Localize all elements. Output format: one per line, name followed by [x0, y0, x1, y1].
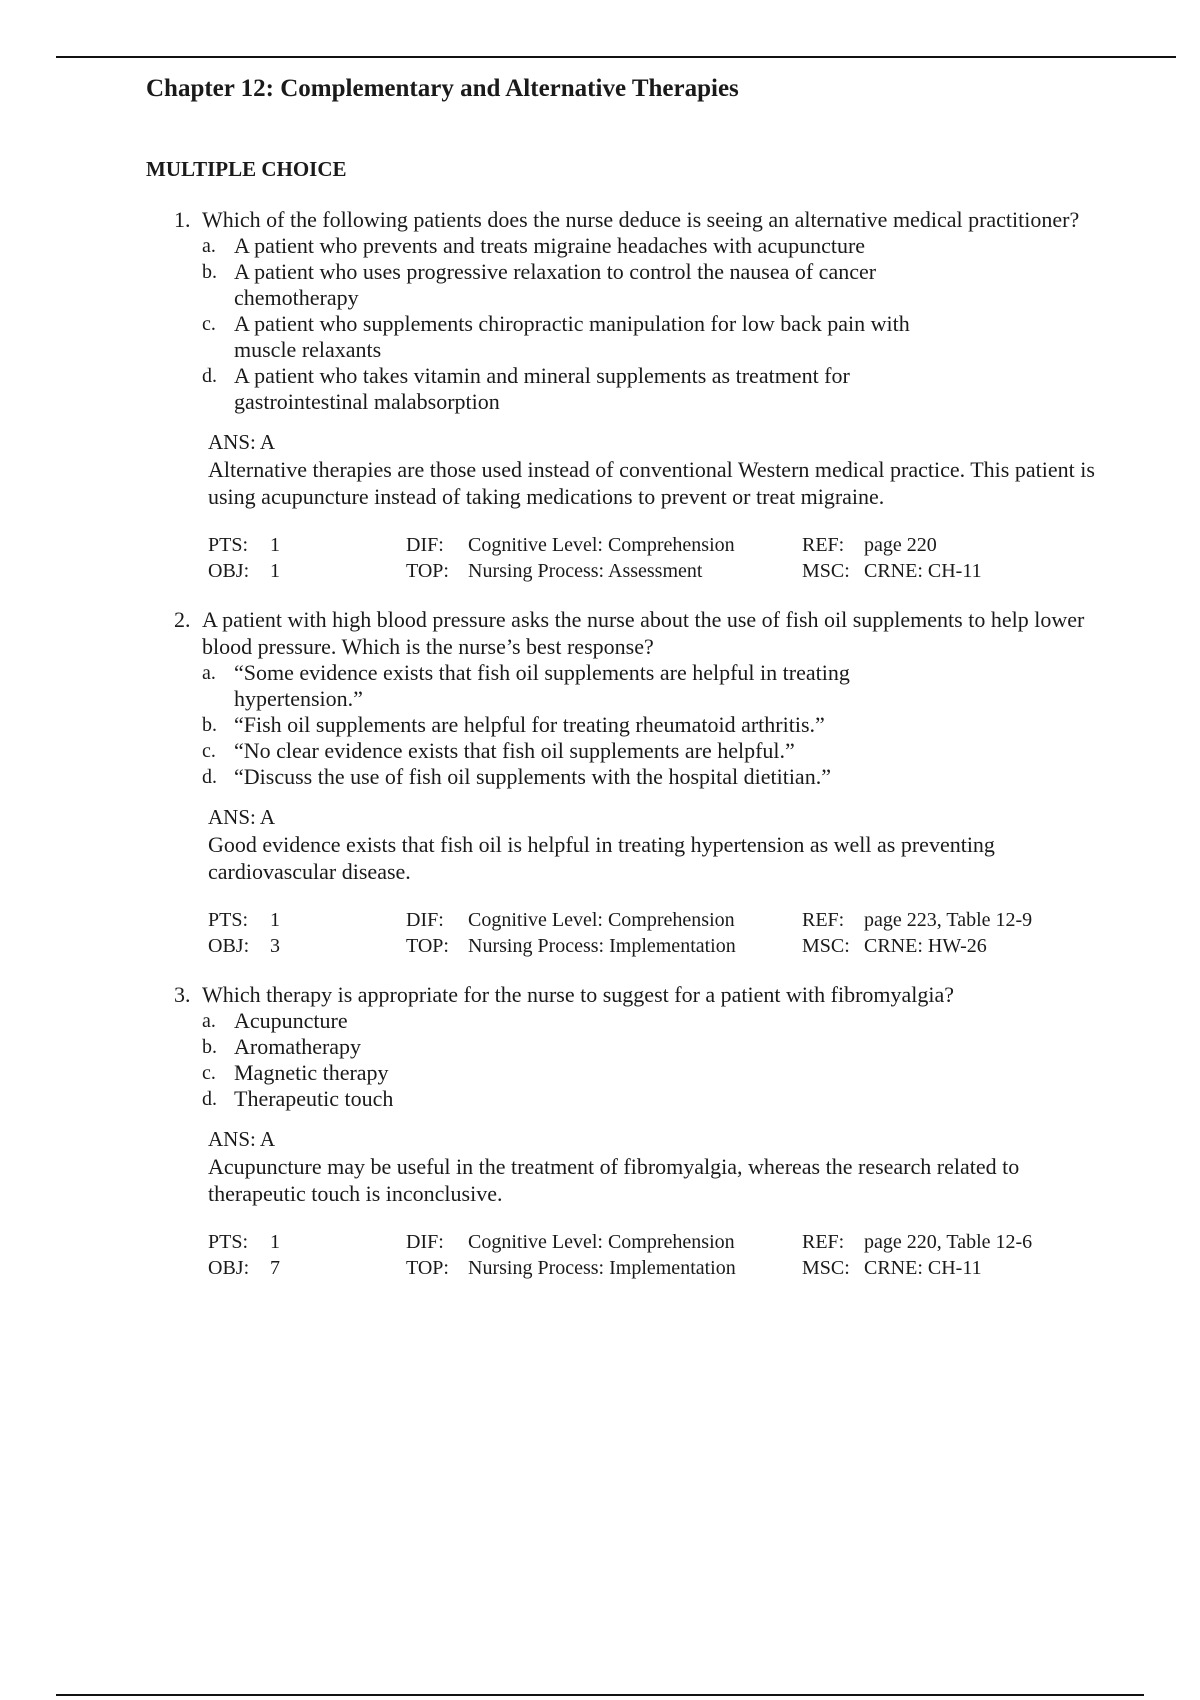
meta-top: TOP: Nursing Process: Assessment [406, 560, 703, 582]
choice-letter: a. [202, 1010, 216, 1032]
choice-letter: d. [202, 365, 217, 387]
choice-letter: c. [202, 313, 216, 335]
choice-text: “No clear evidence exists that fish oil supplements are helpful.” [234, 738, 795, 763]
choice-letter: b. [202, 261, 217, 283]
rationale: Acupuncture may be useful in the treatment of fibromyalgia, whereas the research related to therapeutic touch is inconclusive. [208, 1154, 1020, 1206]
meta-ref: REF: page 220, Table 12-6 [802, 1231, 1033, 1253]
meta-pts: PTS: 1 [208, 1231, 280, 1253]
answer-key: ANS: A [208, 1127, 276, 1151]
question-text: Which therapy is appropriate for the nurse to suggest for a patient with fibromyalgia? [202, 982, 955, 1007]
meta-dif: DIF: Cognitive Level: Comprehension [406, 909, 735, 931]
choice-a [146, 1008, 1146, 1034]
metadata-grid [208, 1229, 1146, 1281]
meta-ref: REF: page 220 [802, 534, 937, 556]
question-text: A patient with high blood pressure asks the nurse about the use of fish oil supplements to help lower blood pressure. Which is the nurse’s best response? [202, 607, 1085, 659]
answer-block [208, 804, 1108, 885]
choice-text: “Fish oil supplements are helpful for treating rheumatoid arthritis.” [234, 712, 825, 737]
choice-letter: c. [202, 740, 216, 762]
choice-b [146, 712, 1146, 738]
choice-text: Magnetic therapy [234, 1060, 389, 1085]
answer-block [208, 1126, 1108, 1207]
choice-text: Therapeutic touch [234, 1086, 394, 1111]
choice-d [146, 363, 1146, 415]
choice-list [146, 1008, 1146, 1112]
choice-letter: d. [202, 1088, 217, 1110]
question-3 [146, 981, 1146, 1281]
rationale: Good evidence exists that fish oil is helpful in treating hypertension as well as preventing cardiovascular disease. [208, 832, 995, 884]
choice-letter: b. [202, 1036, 217, 1058]
question-1 [146, 206, 1146, 584]
choice-d [146, 764, 1146, 790]
choice-text: “Discuss the use of fish oil supplements with the hospital dietitian.” [234, 764, 831, 789]
choice-text: Aromatherapy [234, 1034, 362, 1059]
choice-letter: a. [202, 235, 216, 257]
meta-pts: PTS: 1 [208, 909, 280, 931]
answer-key: ANS: A [208, 430, 276, 454]
choice-letter: c. [202, 1062, 216, 1084]
choice-c [146, 311, 1146, 363]
choice-text: Acupuncture [234, 1008, 348, 1033]
choice-text: “Some evidence exists that fish oil supplements are helpful in treating hypertension.” [234, 660, 850, 711]
choice-list [146, 233, 1146, 415]
question-number: 2. [174, 607, 191, 632]
choice-text: A patient who uses progressive relaxation to control the nausea of cancer chemotherapy [234, 259, 877, 310]
rationale: Alternative therapies are those used instead of conventional Western medical practice. This patient is using acupuncture instead of taking medications to prevent or treat migraine. [208, 457, 1095, 509]
meta-ref: REF: page 223, Table 12-9 [802, 909, 1033, 931]
meta-obj: OBJ: 7 [208, 1257, 280, 1279]
choice-c [146, 738, 1146, 764]
choice-b [146, 259, 1146, 311]
choice-text: A patient who prevents and treats migraine headaches with acupuncture [234, 233, 866, 258]
meta-top: TOP: Nursing Process: Implementation [406, 1257, 736, 1279]
meta-msc: MSC: CRNE: HW-26 [802, 935, 987, 957]
metadata-grid [208, 532, 1146, 584]
choice-a [146, 660, 1146, 712]
choice-list [146, 660, 1146, 790]
choice-b [146, 1034, 1146, 1060]
choice-text: A patient who supplements chiropractic manipulation for low back pain with muscle relaxants [234, 311, 910, 362]
meta-msc: MSC: CRNE: CH-11 [802, 560, 982, 582]
metadata-grid [208, 907, 1146, 959]
meta-dif: DIF: Cognitive Level: Comprehension [406, 534, 735, 556]
meta-top: TOP: Nursing Process: Implementation [406, 935, 736, 957]
choice-text: A patient who takes vitamin and mineral supplements as treatment for gastrointestinal malabsorption [234, 363, 850, 414]
document-page [146, 72, 1146, 1281]
choice-c [146, 1060, 1146, 1086]
choice-d [146, 1086, 1146, 1112]
choice-a [146, 233, 1146, 259]
section-heading: MULTIPLE CHOICE [146, 157, 347, 181]
choice-letter: b. [202, 714, 217, 736]
meta-pts: PTS: 1 [208, 534, 280, 556]
choice-letter: a. [202, 662, 216, 684]
answer-block [208, 429, 1108, 510]
meta-msc: MSC: CRNE: CH-11 [802, 1257, 982, 1279]
bottom-rule [56, 1694, 1144, 1696]
question-text: Which of the following patients does the nurse deduce is seeing an alternative medical practitioner? [202, 207, 1080, 232]
question-2 [146, 606, 1146, 959]
meta-obj: OBJ: 1 [208, 560, 280, 582]
chapter-title: Chapter 12: Complementary and Alternative Therapies [146, 75, 739, 102]
answer-key: ANS: A [208, 805, 276, 829]
meta-dif: DIF: Cognitive Level: Comprehension [406, 1231, 735, 1253]
choice-letter: d. [202, 766, 217, 788]
meta-obj: OBJ: 3 [208, 935, 280, 957]
top-rule [56, 56, 1176, 58]
question-number: 1. [174, 207, 191, 232]
question-number: 3. [174, 982, 191, 1007]
